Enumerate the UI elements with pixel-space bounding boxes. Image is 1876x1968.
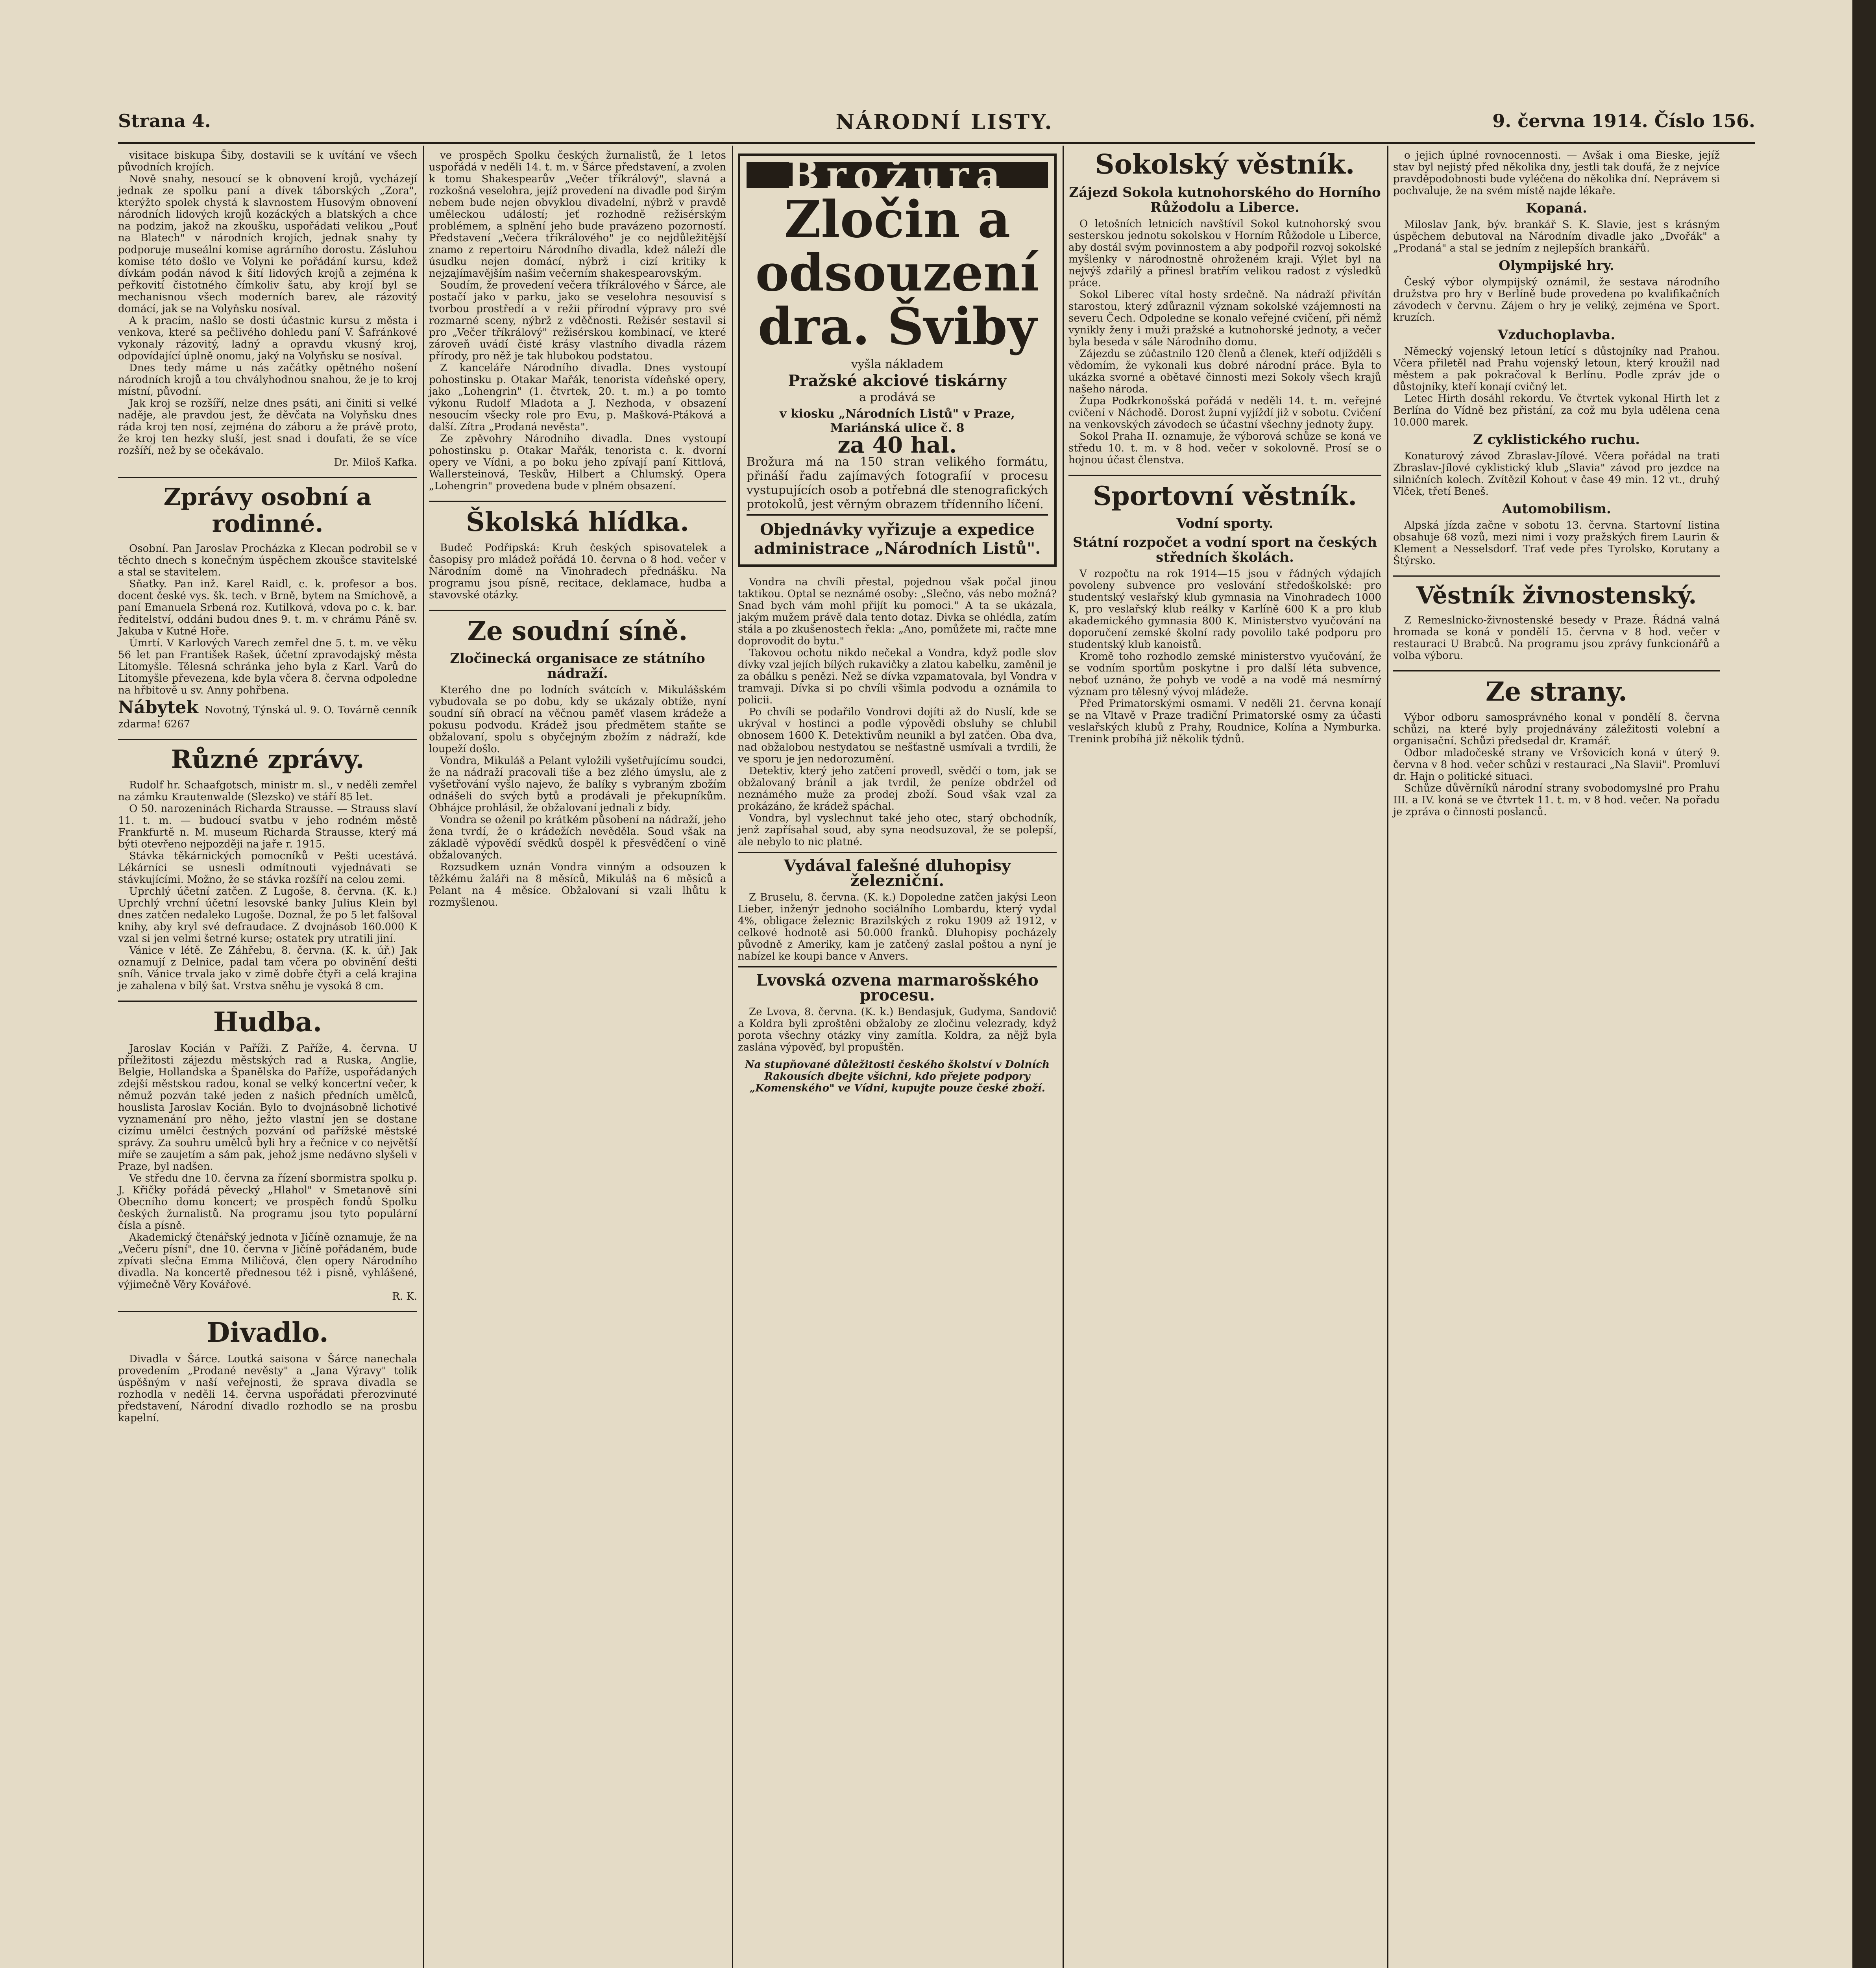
furniture-advert (118, 697, 417, 730)
article-text: visitace biskupa Šiby, dostavili se k uvítání ve všech původních krojích. (118, 150, 417, 173)
section-heading: Sportovní věstník. (1068, 475, 1381, 510)
article-text: Dnes tedy máme u nás začátky opětného nošení národních krojů a tou chvályhodnou snahou, že je to kroj místní, původní. (118, 362, 417, 398)
section-heading: Ze strany. (1393, 670, 1720, 706)
section-heading: Hudba. (118, 1001, 417, 1037)
article-heading: Z cyklistického ruchu. (1473, 432, 1640, 448)
article-text: A k pracím, našlo se dosti účastnic kursu z města i venkova, které sa pečlivého dohledu paní V. Šafránkové vykonaly rázovitý, ladný a opravdu vkusný kroj, odpovídající úplně onomu, jaký na Volyňsku se nosíval. (118, 315, 417, 362)
article-text: ve prospěch Spolku českých žurnalistů, že 1 letos uspořádá v neděli 14. t. m. v Šárce představení, a zvolen k tomu Shakespearův „Večer tříkrálový", slavná a rozkošná veselohra, jejíž provedení na divadle pod širým nebem bude nejen obvyklou divadelní, nýbrž v pravdě uměleckou událostí; jeť rozhodně režisérským problémem, a splnění jeho bude pravázeno pozorností. Představení „Večera tříkrálového" je co nejdůležitější znamo z repertoiru Národního divadla, kdež náleží dle úsudku nejen domácí, nýbrž i cizí kritiky k nejzajímavějším našim večerním shakespearovským. (429, 150, 726, 279)
article-text: V rozpočtu na rok 1914—15 jsou v řádných výdajích povoleny subvence pro veslování středoškolské: pro studentský veslařský klub gymnasia na Vinohradech 1000 K, pro veslařský klub reálky v Karlíně 600 K a pro klub akademického gymnasia 800 K. Ministerstvo vyučování na doporučení zemské školní rady povolilo také podporu pro studentský klub kanoistů. (1068, 568, 1381, 651)
news-item: Odbor mladočeské strany ve Vršovicích koná v úterý 9. června v 8 hod. večer schůzi v restauraci „Na Slavii". Promluví dr. Hajn o politické situaci. (1393, 747, 1720, 782)
article-heading: Lvovská ozvena marmarošského procesu. (738, 966, 1057, 1003)
news-item: Sňatky. Pan inž. Karel Raidl, c. k. profesor a bos. docent české vys. šk. tech. v Brně, bytem na Smíchově, a paní Emanuela Srbená roz. Kutilková, vdova po c. k. bar. ředitelství, oddáni budou dnes 9. t. m. v chrámu Páně sv. Jakuba v Kutné Hoře. (118, 578, 417, 637)
news-item: Osobní. Pan Jaroslav Procházka z Klecan podrobil se v těchto dnech s konečným úspěchem zkoušce stavitelské a stal se stavitelem. (118, 543, 417, 578)
news-item: Budeč Podřipská: Kruh českých spisovatelek a časopisy pro mládež pořádá 10. června o 8 hod. večer v Národním domě na Vinohradech přednášku. Na programu jsou písně, recitace, deklamace, hudba a stavovské otázky. (429, 542, 726, 601)
article-subheading: Státní rozpočet a vodní sport na českých středních školách. (1072, 535, 1377, 565)
news-item: Ve středu dne 10. června za řízení sbormistra spolku p. J. Křičky pořádá pěvecký „Hlahol" v Smetanově síni Obecního domu koncert; ve prospěch fondů Spolku českých žurnalistů. Na programu jsou tyto populární čísla a písně. (118, 1173, 417, 1232)
notice-text: Na stupňované důležitosti českého školství v Dolních Rakousích dbejte všichni, kdo přejete podpory „Komenského" ve Vídni, kupujte pouze české zboží. (745, 1059, 1050, 1094)
news-item: Župa Podkrkonošská pořádá v neděli 14. t. m. veřejné cvičení v Náchodě. Dorost župní vyjíždí již v sobotu. Cvičení na venkovských závodech se účastní všechny jednoty župy. (1068, 395, 1381, 431)
news-item: Sokol Praha II. oznamuje, že výborová schůze se koná ve středu 10. t. m. v 8 hod. večer v sokolovně. Prosí se o hojnou účast členstva. (1068, 431, 1381, 466)
news-item: Úmrtí. V Karlových Varech zemřel dne 5. t. m. ve věku 56 let pan František Rašek, účetní zpravodajský města Litomyšle. Tělesná schránka jeho byla z Karl. Varů do Litomyšle převezena, kde byla včera 8. června odpoledne na hřbitově u sv. Anny pohřbena. (118, 637, 417, 696)
article-text: o jejich úplné rovnocennosti. — Avšak i oma Bieske, jejíž stav byl nejistý před několika dny, jestli tak doufá, že z nejvíce pravděpodobnosti bude vyléčena do několika dní. Neprávem si pochvaluje, že na svém místě najde lékaře. (1393, 150, 1720, 197)
advert-text: Novotný, Týnská ul. 9. O. Továrně cenník zdarma! 6267 (118, 704, 417, 730)
column-3 (738, 150, 1057, 1094)
advert-price: za 40 hal. (837, 432, 957, 458)
article-text: Z kanceláře Národního divadla. Dnes vystoupí pohostinsku p. Otakar Mařák, tenorista vídeňské opery, jako „Lohengrin" (1. čtvrtek, 20. t. m.) a po tomto výkonu Rudolf Mladota a J. Nezhoda, v obsazení nesoucím všecky role pro Evu, p. Mašková-Ptáková a další. Zítra „Prodaná nevěsta". (429, 362, 726, 433)
section-heading: Zprávy osobní a rodinné. (118, 477, 417, 537)
section-heading: Sokolský věstník. (1095, 149, 1355, 180)
article-text: Takovou ochotu nikdo nečekal a Vondra, když podle slov dívky vzal jejích bílých rukavičky a zlatou kabelku, zaměnil je za obálku s penězi. Než se dívka vzpamatovala, byl Vondra v tramvaji. Dívka si po chvíli všimla podvodu a oznámila to policii. (738, 647, 1057, 706)
section-heading: Školská hlídka. (429, 501, 726, 536)
article-heading: Automobilism. (1502, 501, 1611, 517)
column-rule (423, 146, 424, 1968)
advert-line: vyšla nákladem (851, 357, 944, 371)
news-item: Vánice v létě. Ze Záhřebu, 8. června. (K. k. úř.) Jak oznamují z Delnice, padal tam včera po obvinění dešti sníh. Vánice trvala jako v zimě dobře čtyři a celá krajina je zahalena v bílý šat. Vrstva sněhu je vysoká 8 cm. (118, 945, 417, 992)
news-item: Miloslav Jank, býv. brankář S. K. Slavie, jest s krásným úspěchem debutoval na Národním divadle jako „Dvořák" a „Prodaná" a stal se jedním z nejlepších brankářů. (1393, 219, 1720, 254)
news-item: Rudolf hr. Schaafgotsch, ministr m. sl., v neděli zemřel na zámku Krautenwalde (Slezsko) ve stáří 85 let. (118, 779, 417, 803)
article-text: Ze Lvova, 8. června. (K. k.) Bendasjuk, Gudyma, Sandovič a Koldra byli zproštěni obžaloby ze zločinu velezrady, když porota všechny otázky viny zamítla. Koldra, za nějž byla zaslána výpověď, byl propuštěn. (738, 1006, 1057, 1053)
article-text: Detektiv, který jeho zatčení provedl, svědčí o tom, jak se obžalovaný bránil a jak tvrdil, že peníze obdržel od neznámého muže za prodej zboží. Soud však vzal za prokázáno, že krádež spáchal. (738, 765, 1057, 812)
article-text: Po chvíli se podařilo Vondrovi dojíti až do Nuslí, kde se ukrýval v hostinci a podle výpovědi obsluhy se chlubil obnosem 1600 K. Detektivům neunikl a byl zatčen. Oba dva, nad obžalobou nestydatou se nešťastně usmívali a tvrdili, že ve sporu je jen nedorozumění. (738, 706, 1057, 765)
column-2 (429, 150, 726, 908)
advert-banner: Brožura (747, 162, 1048, 188)
news-item: Německý vojenský letoun letící s důstojníky nad Prahou. Včera přiletěl nad Prahu vojenský letoun, který kroužil nad městem a pak pokračoval k Berlínu. Podle zpráv jde o důstojníky, kteří konají cvičný let. (1393, 346, 1720, 393)
article-heading: Kopaná. (1526, 200, 1587, 216)
article-text: Z Bruselu, 8. června. (K. k.) Dopoledne zatčen jakýsi Leon Lieber, inženýr jednoho sociálního Lombardu, který vydal 4%, obligace železnic Brazilských z roku 1909 až 1912, v celkové hodnotě asi 50.000 franků. Dluhopisy pocházely původně z Ameriky, kam je zatčený zaslal poštou a nyní je nabízel ke koupi bance v Anvers. (738, 892, 1057, 962)
article-text: Ze zpěvohry Národního divadla. Dnes vystoupí pohostinsku p. Otakar Mařák, tenorista c. k. dvorní opery ve Vídni, a po boku jeho zpívají paní Kittlová, Wallersteinová, Teskův, Hilbert a Chlumský. Opera „Lohengrin" provedena bude v plném obsazení. (429, 433, 726, 492)
article-text: Soudím, že provedení večera tříkrálového v Šárce, ale postačí jako v parku, jako se veselohra nesouvisí s tvorbou prostředí a v režii přírodní výpravy pro své rozmarné sceny, nýbrž z vděčnosti. Režisér sestavil si pro „Večer tříkrálový" režisérskou kombinací, ve které zároveň uvádí čisté krásy vlastního divadla rázem přírody, pro něž je tak hlubokou podstatou. (429, 279, 726, 362)
article-text: Vondra, byl vyslechnut také jeho otec, starý obchodník, jenž zapřísahal soud, aby syna neodsuzoval, že se polepší, ale nebylo to nic platné. (738, 812, 1057, 848)
article-subheading: Zločinecká organisace ze státního nádraží. (450, 651, 705, 681)
column-rule (1387, 146, 1388, 1968)
column-rule (1063, 146, 1064, 1968)
author-signature: R. K. (392, 1291, 417, 1302)
author-signature: Dr. Miloš Kafka. (334, 457, 417, 468)
article-text: Vondra, Mikuláš a Pelant vyložili vyšetřujícímu soudci, že na nádraží pracovali tiše a bez zlého úmyslu, ale z vyšetřování vyšlo najevo, že balíky s vybraným zbožím odnášeli do svých bytů a prodávali je překupníkům. Obhájce prohlásil, že obžalovaní jednali z bídy. (429, 755, 726, 814)
advert-description: Brožura má na 150 stran velikého formátu, přináší řadu zajímavých fotografií v procesu vystupujících osob a potřebná dle stenografických protokolů, jest věrným obrazem třídenního líčení. (747, 455, 1048, 511)
article-text: O letošních letnicích navštívil Sokol kutnohorský svou sesterskou jednotu sokolskou v Horním Růžodole u Liberce, aby dostál svým povinnostem a aby podpořil rozvoj sokolské myšlenky v národnostně ohroženém kraji. Výlet byl na nejvýš zdařilý a přinesl bratřím velikou radost z výsledků práce. (1068, 218, 1381, 289)
news-item: Schůze důvěrníků národní strany svobodomyslné pro Prahu III. a IV. koná se ve čtvrtek 11. t. m. v 8 hod. večer. Na pořadu je zpráva o činnosti poslanců. (1393, 782, 1720, 818)
article-text: Vondra na chvíli přestal, pojednou však počal jinou taktikou. Optal se neznámé osoby: „Slečno, vás nebo možná? Snad bych vám mohl přijít ku pomoci." A ta se ukázala, jakým mužem právě dala tento dotaz. Divka se ohlédla, zatím stála a po zkušenostech řekla: „Ano, pomůžete mi, račte mne doprovodit do bytu." (738, 576, 1057, 647)
news-item: Alpská jízda začne v sobotu 13. června. Startovní listina obsahuje 68 vozů, mezi nimi i vozy pražských firem Laurin & Klement a Nesselsdorf. Trať vede přes Tyrolsko, Korutany a Štýrsko. (1393, 520, 1720, 567)
article-heading: Vzduchoplavba. (1497, 327, 1615, 343)
article-subheading: Zájezd Sokola kutnohorského do Horního Růžodolu a Liberce. (1069, 185, 1381, 215)
news-item: Divadla v Šárce. Loutká saisona v Šárce nanechala provedením „Prodané nevěsty" a „Jana Výravy" tolik úspěšným v naší veřejnosti, že sprava divadla se rozhodla v neděli 14. června uspořádati přerozvinuté představení, Národní divadlo rozhodlo se na prosbu kapelní. (118, 1353, 417, 1424)
news-item: Stávka těkárnických pomocníků v Pešti ucestává. Lékárníci se usnesli odmítnouti vyjednávati se stávkujícími. Možno, že se stávka rozšíří na celou zemi. (118, 850, 417, 886)
section-heading: Různé zprávy. (118, 739, 417, 774)
article-text: Vondra se oženil po krátkém působení na nádraží, jeho žena tvrdí, že o krádežích nevěděla. Soud však na základě výpovědí svědků dospěl k přesvědčení o vině obžalovaných. (429, 814, 726, 861)
article-text: Sokol Liberec vítal hosty srdečně. Na nádraží přivítán starostou, který zdůraznil význam sokolské vzájemnosti na severu Čech. Odpoledne se konalo veřejné cvičení, při němž vynikly ženy i muži pražské a kutnohorské jednoty, a večer byla beseda v sále Národního domu. (1068, 289, 1381, 348)
advert-title: Zločin a odsouzení dra. Šviby (755, 190, 1039, 356)
article-subheading: Vodní sporty. (1176, 516, 1273, 531)
news-item: Uprchlý účetní zatčen. Z Lugoše, 8. června. (K. k.) Uprchlý vrchní účetní lesovské banky Julius Klein byl dnes zatčen nedaleko Lugoše. Doznal, že po 5 let falšoval knihy, aby kryl své defraudace. Z dvojnásob 160.000 K vzal si jen velmi šetrné kurse; ostatek pry utratili jiní. (118, 886, 417, 945)
issue-date: 9. června 1914. Číslo 156. (1492, 110, 1755, 131)
news-item: Jaroslav Kocián v Paříži. Z Paříže, 4. června. U příležitosti zájezdu městských rad a Ruska, Anglie, Belgie, Hollandska a Španělska do Paříže, uspořádaných zdejší městskou radou, konal se velký koncertní večer, k němuž pozván také jeden z našich předních umělců, houslista Jaroslav Kocián. Bylo to dvojnásobně lichotivé vyznamenání pro něho, ježto vlastní jen se dostane cizímu umělci čestných pozvání od pařížské městské správy. Za souhru umělců byli hry a řečnice v co největší míře se zaujetím a sám pak, jehož jsme nedávno slyšeli v Praze, byl nadšen. (118, 1043, 417, 1173)
column-5 (1393, 150, 1720, 818)
advert-line: a prodává se (859, 390, 935, 404)
article-heading: Vydával falešné dluhopisy železniční. (738, 852, 1057, 888)
advert-title: Nábytek (118, 697, 198, 718)
section-heading: Divadlo. (118, 1311, 417, 1348)
article-text: Rozsudkem uznán Vondra vinným a odsouzen k těžkému žaláři na 8 měsíců, Mikuláš na 6 měsíců a Pelant na 4 měsíce. Obžalovaní si vzali lhůtu k rozmyšlenou. (429, 861, 726, 908)
page-number: Strana 4. (118, 110, 211, 131)
column-1 (118, 150, 417, 1424)
article-text: Zájezdu se zúčastnilo 120 členů a členek, kteří odjížděli s vědomím, že vykonali kus dobré národní práce. Byla to ukázka svorné a obětavé činnosti mezi Sokoly všech krajů našeho národa. (1068, 348, 1381, 395)
article-text: Nově snahy, nesoucí se k obnovení krojů, vycházejí jednak ze spolku paní a dívek táborských „Zora", kterýžto spolek chystá k slavnostem Husovým obnovení národních lidových krojů kozáckých a blatských a chce na podzim, jakož na zkoušku, uspořádati velikou „Pouť na Blatech" v národních krojích, jednak snahy ty podporuje museální komise agrárního dorostu. Zásluhou komise této došlo ve Volyni ke pořádání kursu, kdež dívkám podán návod k šití lidových krojů a zejména k peřkovití čistotného čímkoliv šatu, aby krojí byl se mechanisnou všech moderních barev, ale rázovitý domácí, jak se na Volyňsku nosíval. (118, 173, 417, 315)
advert-publisher: Pražské akciové tiskárny (788, 372, 1007, 390)
news-item: Výbor odboru samosprávného konal v pondělí 8. června schůzi, na které byly projednávány záležitosti volební a organisační. Schůzi předsedal dr. Kramář. (1393, 712, 1720, 747)
news-item: Letec Hirth dosáhl rekordu. Ve čtvrtek vykonal Hirth let z Berlína do Vídně bez přistání, za což mu byla udělena cena 10.000 marek. (1393, 393, 1720, 428)
news-item: Akademický čtenářský jednota v Jičíně oznamuje, že na „Večeru písní", dne 10. června v Jičíně pořádaném, bude zpívati slečna Emma Miličová, člen opery Národního divadla. Na koncertě přednesou též i písně, vyhlášené, výjimečně Věry Kovářové. (118, 1232, 417, 1291)
article-heading: Olympijské hry. (1499, 258, 1614, 274)
brochure-advert (738, 154, 1057, 567)
article-text: Kromě toho rozhodlo zemské ministerstvo vyučování, že se vodním sportům poskytne i pro další léta subvence, neboť uznáno, že pohyb ve vodě a na vodě má nesmírný význam pro tělesný vývoj mládeže. (1068, 651, 1381, 698)
advert-address: v kiosku „Národních Listů" v Praze, Mariánská ulice č. 8 (779, 407, 1015, 435)
newspaper-title: NÁRODNÍ LISTY. (835, 110, 1054, 134)
advert-order-info: Objednávky vyřizuje a expedice administrace „Národních Listů". (747, 514, 1048, 558)
section-heading: Věstník živnostenský. (1393, 575, 1720, 609)
section-heading: Ze soudní síně. (429, 610, 726, 646)
news-item: Z Remeslnicko-živnostenské besedy v Praze. Řádná valná hromada se koná v pondělí 15. června v 8 hod. večer v restauraci U Brabců. Na programu jsou zprávy funkcionářů a volba výboru. (1393, 614, 1720, 662)
news-item: Před Primatorskými osmami. V neděli 21. června konají se na Vltavě v Praze tradiční Primatorské osmy za účasti veslařských klubů z Prahy, Roudnice, Kolína a Nymburka. Trenink probíhá již několik týdnů. (1068, 698, 1381, 745)
masthead (118, 106, 1755, 144)
news-item: O 50. narozeninách Richarda Strausse. — Strauss slaví 11. t. m. — budoucí svatbu v jeho rodném městě Frankfurtě n. M. museum Richarda Strausse, který má býti otevřeno nejpozději na jaře r. 1915. (118, 803, 417, 850)
article-text: Kterého dne po lodních svátcích v. Mikulášském vybudovala se po dobu, kdy se ukázaly obtíže, nyní soudní síň obrací na věčnou paměť vlasem krádeže a pokusu podvodu. Krádež jsou předmětem staňte se obžalovaní, spolu s obyčejným zbožím z nádraží, kde loupeží došlo. (429, 684, 726, 755)
column-4 (1068, 150, 1381, 745)
page-edge-shadow (1852, 0, 1876, 1968)
column-rule (732, 146, 733, 1968)
article-text: Jak kroj se rozšíří, nelze dnes psáti, ani činiti si velké naděje, ale pravdou jest, že děvčata na Volyňsku dnes ráda kroj ten nosí, zejména do záboru a že právě proto, že kroj ten hezky sluší, jest snad i doufati, že se více rozšíří, než by se očekávalo. (118, 398, 417, 457)
news-item: Konaturový závod Zbraslav-Jílové. Včera pořádal na trati Zbraslav-Jílové cyklistický klub „Slavia" závod pro jezdce na silničních kolech. Zvítězil Kohout v čase 49 min. 12 vt., druhý Vlček, třetí Beneš. (1393, 450, 1720, 498)
news-item: Český výbor olympijský oznámil, že sestava národního družstva pro hry v Berlíně bude provedena po kvalifikačních závodech v červnu. Zájem o hry je veliký, zejména ve Sport. kruzích. (1393, 276, 1720, 324)
